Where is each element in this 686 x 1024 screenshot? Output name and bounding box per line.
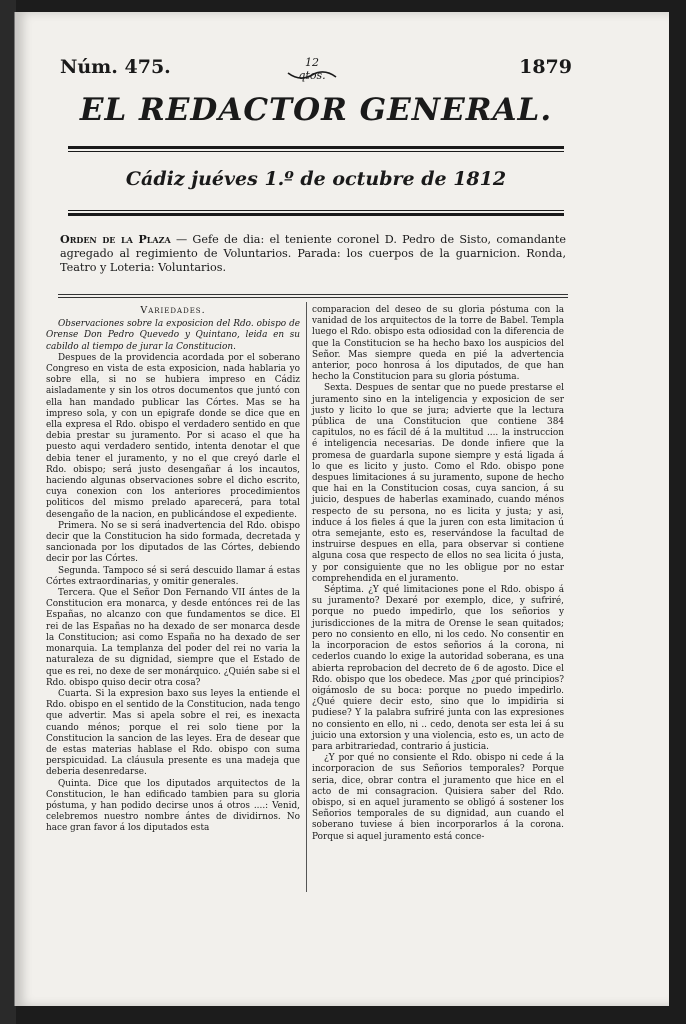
article-paragraph: Primera. No se si será inadvertencia del Rdo. obispo decir que la Constitucion ha sido formada, decretada y sancionada por los diputados de las Córtes, debiendo decir por las Córtes. bbox=[46, 520, 300, 565]
issue-number: Núm. 475. bbox=[60, 56, 171, 78]
right-column bbox=[312, 305, 564, 843]
article-intro: Observaciones sobre la exposicion del Rdo. obispo de Orense Don Pedro Quevedo y Quintano, leida en su cabildo al tiempo de jurar la Constitucion. bbox=[46, 319, 300, 352]
column-divider bbox=[306, 302, 307, 892]
quarto-tag: 12 qtos. bbox=[298, 56, 326, 82]
plaza-orders-notice bbox=[60, 232, 566, 275]
notice-lead: Orden de la Plaza bbox=[60, 232, 171, 246]
swash-ornament bbox=[286, 70, 338, 80]
article-paragraph: Segunda. Tampoco sé si será descuido llamar á estas Córtes extraordinarias, y omitir generales. bbox=[46, 565, 300, 587]
masthead-row bbox=[60, 50, 572, 80]
article-paragraph: comparacion del deseo de su gloria póstuma con la vanidad de los arquitectos de la torre de Babel. Templa luego el Rdo. obispo esta odiosidad con la diferencia de que la Constitucion se ha hecho baxo los auspicios del Señor. Mas siempre queda en pié la advertencia anterior, poco honrosa á los diputados, de que han hecho la Constitucion para su gloria póstuma. bbox=[312, 305, 564, 383]
dateline: Cádiz juéves 1.º de octubre de 1812 bbox=[125, 168, 507, 190]
newspaper-title: EL REDACTOR GENERAL. bbox=[79, 92, 553, 128]
column-top-rule bbox=[58, 294, 568, 295]
title-rule-thick bbox=[68, 146, 564, 149]
article-paragraph: Sexta. Despues de sentar que no puede prestarse el juramento sino en la inteligencia y exposicion de ser justo y licito lo que se jura; advierte que la lectura pública de una Constitucion que contiene 384 capitulos, no es fácil dé á la multitud .... la instruccion é inteligencia necesarias. De donde infiere que la promesa de guardarla supone siempre y está ligada á lo que es licito y justo. Como el Rdo. obispo pone despues limitaciones á su juramento, supone de hecho que hai en la Constitucion cosas, cuya sancion, á su juicio, despues de haberlas examinado, cuando ménos respecto de su persona, no es licita y justa; y asi, induce á los fieles á que la juren con esta limitacion ú otra semejante, esto es, reservándose la facultad de instruirse despues en ella, para observar si contiene alguna cosa que respecto de ellos no sea licita ó justa, y por consiguiente que no les obligue por no estar comprehendida en el juramento. bbox=[312, 383, 564, 584]
title-rule-thin bbox=[68, 151, 564, 152]
dateline-rule-thin bbox=[68, 210, 564, 211]
page-number: 1879 bbox=[519, 56, 572, 78]
left-column bbox=[46, 305, 300, 835]
article-paragraph: Tercera. Que el Señor Don Fernando VII ántes de la Constitucion era monarca, y desde entónces rei de las Españas, no alcanzo con que fundamentos se dice. El rei de las Españas no ha dexado de ser monarca desde la Constitucion; asi como España no ha dexado de ser monarquia. La templanza del poder del rei no varia la naturaleza de su dignidad, siempre que el Estado de que es rei, no dexe de ser monárquico. ¿Quién sabe si el Rdo. obispo quiso decir otra cosa? bbox=[46, 588, 300, 688]
article-paragraph: Séptima. ¿Y qué limitaciones pone el Rdo. obispo á su juramento? Dexaré por exemplo, dice, y sufriré, porque no puedo impedirlo, que los señorios y jurisdicciones de la mitra de Orense le sean quitados; pero no consiento en ello, ni los cedo. No consentir en la incorporacion de estos señorios á la corona, ni cederlos cuando lo exige la autoridad soberana, es una abierta reprobacion del decreto de 6 de agosto. Dice el Rdo. obispo que los obedece. Mas ¿por qué principios? oigámoslo de su boca: porque no puedo impedirlo. ¿Qué quiere decir esto, sino que lo impidiria si pudiese? Y la palabra sufriré junta con las expresiones no consiento en ello, ni .. cedo, denota ser esta lei á su juicio una extorsion y una violencia, esto es, un acto de para arbitrariedad, contrario á justicia. bbox=[312, 585, 564, 752]
column-top-rule-second bbox=[58, 297, 568, 298]
article-paragraph: Despues de la providencia acordada por el soberano Congreso en vista de esta exposicion, nada hablaria yo sobre ella, si no se hubiera impreso en Cádiz aisladamente y sin los otros documentos que juntó con ella han mandado publicar las Córtes. Mas se ha impreso sola, y con un epigrafe donde se dice que en ella expresa el Rdo. obispo el verdadero sentido en que debia prestar su juramento. Por si acaso el que ha puesto aqui verdadero sentido, intenta denotar el que debia tener el juramento, y no el que creyó darle el Rdo. obispo; será justo desengañar á los incautos, haciendo algunas observaciones sobre el dicho escrito, cuya conexion con los anteriores procedimientos politicos del mismo prelado aparecerá, para total desengaño de la nacion, en publicándose el expediente. bbox=[46, 352, 300, 520]
notice-text: — Gefe de dia: el teniente coronel D. Pedro de Sisto, comandante agregado al regimiento de Voluntarios. Parada: los cuerpos de la guarnicion. Ronda, Teatro y Loteria: Voluntarios. bbox=[60, 233, 567, 274]
article-paragraph: Cuarta. Si la expresion baxo sus leyes la entiende el Rdo. obispo en el sentido de la Constitucion, nada tengo que advertir. Mas si apela sobre el rei, es inexacta cuando ménos; porque el rei solo tiene por la Constitucion la sancion de las leyes. Era de desear que de estas materias hablase el Rdo. obispo con suma perspicuidad. La cláusula presente es una madeja que deberia desenredarse. bbox=[46, 688, 300, 778]
article-paragraph: Quinta. Dice que los diputados arquitectos de la Constitucion, le han edificado tambien para su gloria póstuma, y han podido decirse unos á otros ....: Venid, celebremos nuestro nombre ántes de dividirnos. No hace gran favor á los diputados esta bbox=[46, 778, 300, 834]
dateline-rule-thick bbox=[68, 213, 564, 216]
article-paragraph: ¿Y por qué no consiente el Rdo. obispo ni cede á la incorporacion de sus Señorios temporales? Porque seria, dice, obrar contra el juramento que hice en el acto de mi consagracion. Quisiera saber del Rdo. obispo, si en aquel juramento se obligó á sostener los Señorios temporales de su dignidad, aun cuando el soberano tuviese á bien incorporarlos á la corona. Porque si aquel juramento está conce- bbox=[312, 753, 564, 842]
section-heading: Variedades. bbox=[140, 305, 206, 316]
